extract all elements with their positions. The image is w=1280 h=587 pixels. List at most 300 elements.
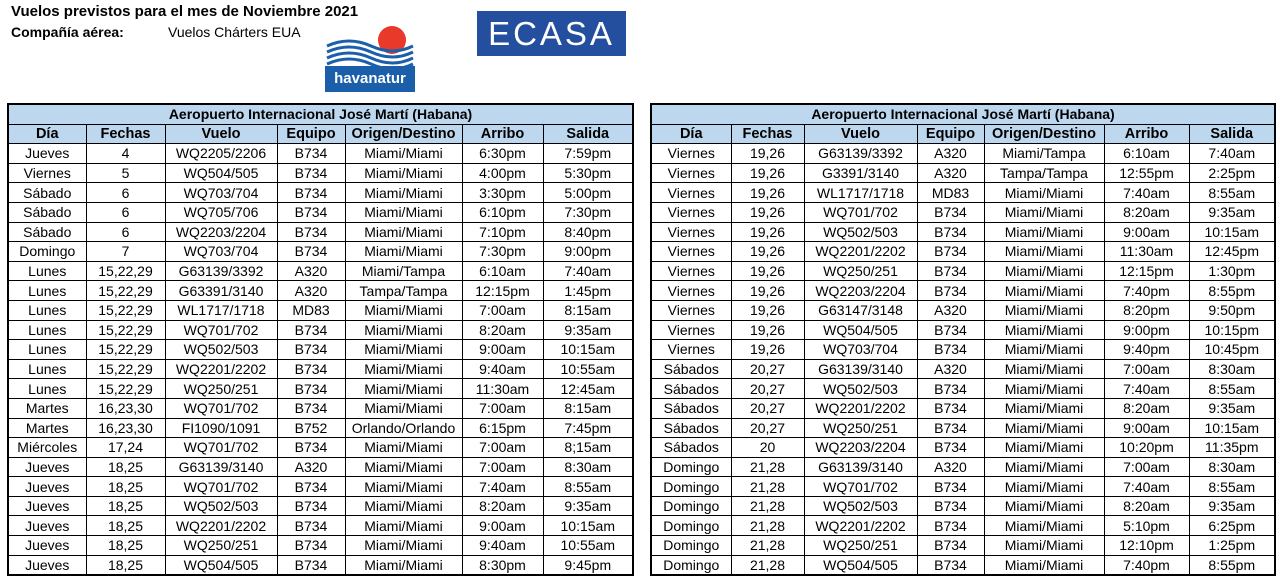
table-cell: Domingo bbox=[651, 536, 731, 556]
table-cell: B734 bbox=[277, 242, 345, 262]
table-cell: Lunes bbox=[8, 359, 86, 379]
table-cell: Sábados bbox=[651, 359, 731, 379]
table-cell: 19,26 bbox=[731, 163, 804, 183]
table-cell: 3:30pm bbox=[462, 183, 543, 203]
table-row bbox=[651, 477, 1275, 497]
table-cell: WQ502/503 bbox=[804, 222, 917, 242]
table-cell: B752 bbox=[277, 418, 345, 438]
table-row bbox=[651, 555, 1275, 575]
table-cell: Viernes bbox=[651, 281, 731, 301]
table-cell: A320 bbox=[277, 457, 345, 477]
table-cell: 12:15pm bbox=[462, 281, 543, 301]
table-cell: WQ504/505 bbox=[804, 555, 917, 575]
table-cell: Miami/Miami bbox=[984, 418, 1104, 438]
table-cell: Miami/Miami bbox=[345, 242, 462, 262]
table-row bbox=[8, 438, 633, 458]
table-cell: WQ2203/2204 bbox=[804, 438, 917, 458]
table-cell: Miami/Miami bbox=[345, 379, 462, 399]
table-cell: A320 bbox=[917, 457, 984, 477]
table-cell: WQ701/702 bbox=[804, 477, 917, 497]
table-cell: Jueves bbox=[8, 555, 86, 575]
table-cell: WQ2205/2206 bbox=[165, 144, 277, 164]
table-cell: 8:20am bbox=[1104, 496, 1189, 516]
table-cell: B734 bbox=[917, 261, 984, 281]
table-row bbox=[8, 457, 633, 477]
table-cell: Miami/Miami bbox=[984, 242, 1104, 262]
table-cell: WQ2201/2202 bbox=[804, 398, 917, 418]
table-cell: B734 bbox=[277, 555, 345, 575]
table-cell: Jueves bbox=[8, 496, 86, 516]
table-cell: 9:00am bbox=[462, 516, 543, 536]
table-cell: B734 bbox=[277, 144, 345, 164]
table-cell: Miami/Miami bbox=[345, 202, 462, 222]
table-cell: Lunes bbox=[8, 320, 86, 340]
table-cell: B734 bbox=[277, 222, 345, 242]
table-cell: B734 bbox=[917, 202, 984, 222]
table-cell: B734 bbox=[277, 202, 345, 222]
table-row bbox=[8, 242, 633, 262]
table-cell: 15,22,29 bbox=[86, 359, 165, 379]
table-cell: G63139/3140 bbox=[804, 359, 917, 379]
table-cell: Miami/Miami bbox=[984, 300, 1104, 320]
table-cell: 6:10pm bbox=[462, 202, 543, 222]
table-cell: WQ703/704 bbox=[165, 183, 277, 203]
table-cell: 8;15am bbox=[543, 438, 633, 458]
table-cell: Miami/Miami bbox=[984, 261, 1104, 281]
table-row bbox=[8, 320, 633, 340]
table-cell: 8:55pm bbox=[1189, 555, 1275, 575]
table-cell: 17,24 bbox=[86, 438, 165, 458]
table-cell: Miami/Miami bbox=[345, 359, 462, 379]
table-cell: Domingo bbox=[651, 477, 731, 497]
table-body bbox=[8, 144, 633, 576]
table-body bbox=[651, 144, 1275, 576]
table-cell: Miami/Miami bbox=[345, 300, 462, 320]
table-cell: 7:40am bbox=[1104, 183, 1189, 203]
table-cell: 10:55am bbox=[543, 536, 633, 556]
table-cell: Domingo bbox=[651, 457, 731, 477]
table-cell: Miami/Tampa bbox=[984, 144, 1104, 164]
table-cell: 5:00pm bbox=[543, 183, 633, 203]
table-cell: G63147/3148 bbox=[804, 300, 917, 320]
table-cell: B734 bbox=[917, 398, 984, 418]
table-cell: 10:15am bbox=[1189, 222, 1275, 242]
table-cell: 7:40pm bbox=[1104, 555, 1189, 575]
table-cell: Lunes bbox=[8, 379, 86, 399]
table-cell: B734 bbox=[277, 320, 345, 340]
table-cell: 2:25pm bbox=[1189, 163, 1275, 183]
table-cell: WQ250/251 bbox=[804, 261, 917, 281]
table-cell: 7:40am bbox=[543, 261, 633, 281]
table-row bbox=[651, 281, 1275, 301]
table-row bbox=[8, 222, 633, 242]
table-cell: 7:30pm bbox=[543, 202, 633, 222]
table-cell: Jueves bbox=[8, 477, 86, 497]
table-cell: 10:15am bbox=[1189, 418, 1275, 438]
table-cell: B734 bbox=[917, 477, 984, 497]
table-row bbox=[651, 438, 1275, 458]
document-title: Vuelos previstos para el mes de Noviembre 2021 bbox=[11, 3, 359, 20]
table-cell: Jueves bbox=[8, 516, 86, 536]
table-cell: WQ701/702 bbox=[165, 320, 277, 340]
table-cell: B734 bbox=[277, 163, 345, 183]
table-row bbox=[8, 359, 633, 379]
table-cell: 9:40am bbox=[462, 359, 543, 379]
table-cell: Viernes bbox=[651, 144, 731, 164]
table-cell: 19,26 bbox=[731, 340, 804, 360]
table-cell: Miami/Miami bbox=[984, 281, 1104, 301]
table-row bbox=[8, 496, 633, 516]
table-cell: Sábado bbox=[8, 222, 86, 242]
table-cell: WL1717/1718 bbox=[804, 183, 917, 203]
table-cell: 12:45pm bbox=[1189, 242, 1275, 262]
table-cell: 5:30pm bbox=[543, 163, 633, 183]
table-cell: G63391/3140 bbox=[165, 281, 277, 301]
table-cell: 18,25 bbox=[86, 496, 165, 516]
table-cell: WQ502/503 bbox=[165, 496, 277, 516]
column-header: Fechas bbox=[731, 124, 804, 144]
table-cell: 20,27 bbox=[731, 379, 804, 399]
table-cell: 10:55am bbox=[543, 359, 633, 379]
table-cell: B734 bbox=[277, 438, 345, 458]
table-cell: 6:30pm bbox=[462, 144, 543, 164]
table-row bbox=[8, 183, 633, 203]
table-cell: 7:45pm bbox=[543, 418, 633, 438]
flights-table-right bbox=[650, 103, 1276, 576]
table-cell: Lunes bbox=[8, 281, 86, 301]
company-label: Compañía aérea: bbox=[11, 24, 124, 40]
table-cell: 7 bbox=[86, 242, 165, 262]
table-cell: 15,22,29 bbox=[86, 379, 165, 399]
column-header: Arribo bbox=[1104, 124, 1189, 144]
table-cell: Miércoles bbox=[8, 438, 86, 458]
table-cell: MD83 bbox=[277, 300, 345, 320]
table-row bbox=[8, 163, 633, 183]
table-cell: G63139/3140 bbox=[165, 457, 277, 477]
table-cell: 8:40pm bbox=[543, 222, 633, 242]
table-cell: 19,26 bbox=[731, 202, 804, 222]
table-cell: 8:55am bbox=[543, 477, 633, 497]
table-cell: Miami/Miami bbox=[345, 320, 462, 340]
table-row bbox=[651, 163, 1275, 183]
table-cell: 15,22,29 bbox=[86, 261, 165, 281]
table-cell: 7:40am bbox=[462, 477, 543, 497]
table-cell: MD83 bbox=[917, 183, 984, 203]
table-row bbox=[651, 242, 1275, 262]
table-cell: A320 bbox=[917, 359, 984, 379]
table-cell: Miami/Miami bbox=[984, 359, 1104, 379]
table-cell: WL1717/1718 bbox=[165, 300, 277, 320]
column-header-row bbox=[8, 124, 633, 144]
table-cell: Miami/Miami bbox=[984, 536, 1104, 556]
table-cell: 7:00am bbox=[1104, 359, 1189, 379]
table-cell: 7:10pm bbox=[462, 222, 543, 242]
table-cell: B734 bbox=[917, 418, 984, 438]
table-cell: 20,27 bbox=[731, 418, 804, 438]
table-cell: Miami/Miami bbox=[984, 477, 1104, 497]
table-cell: 19,26 bbox=[731, 242, 804, 262]
table-cell: 6 bbox=[86, 183, 165, 203]
column-header: Equipo bbox=[917, 124, 984, 144]
table-row bbox=[8, 300, 633, 320]
table-cell: 7:40am bbox=[1189, 144, 1275, 164]
table-cell: WQ2203/2204 bbox=[165, 222, 277, 242]
table-cell: Tampa/Tampa bbox=[984, 163, 1104, 183]
table-cell: 21,28 bbox=[731, 477, 804, 497]
table-cell: 8:55am bbox=[1189, 477, 1275, 497]
table-cell: Viernes bbox=[651, 222, 731, 242]
table-cell: 21,28 bbox=[731, 555, 804, 575]
table-cell: 20,27 bbox=[731, 398, 804, 418]
table-cell: 16,23,30 bbox=[86, 418, 165, 438]
table-cell: Viernes bbox=[651, 300, 731, 320]
table-cell: WQ502/503 bbox=[165, 340, 277, 360]
table-row bbox=[8, 144, 633, 164]
table-cell: 8:30am bbox=[543, 457, 633, 477]
table-cell: 8:20am bbox=[462, 496, 543, 516]
table-cell: WQ703/704 bbox=[804, 340, 917, 360]
table-cell: B734 bbox=[917, 379, 984, 399]
table-cell: 8:20am bbox=[462, 320, 543, 340]
table-cell: Miami/Miami bbox=[345, 183, 462, 203]
table-cell: Miami/Miami bbox=[984, 516, 1104, 536]
table-cell: 1:30pm bbox=[1189, 261, 1275, 281]
table-cell: 5 bbox=[86, 163, 165, 183]
table-cell: 9:35am bbox=[543, 496, 633, 516]
table-cell: 19,26 bbox=[731, 261, 804, 281]
table-cell: WQ250/251 bbox=[804, 536, 917, 556]
table-cell: 15,22,29 bbox=[86, 281, 165, 301]
table-row bbox=[8, 418, 633, 438]
table-cell: 8:55pm bbox=[1189, 281, 1275, 301]
table-cell: Miami/Miami bbox=[345, 516, 462, 536]
table-cell: Miami/Miami bbox=[984, 496, 1104, 516]
table-row bbox=[651, 516, 1275, 536]
table-cell: Miami/Miami bbox=[345, 163, 462, 183]
table-cell: B734 bbox=[277, 496, 345, 516]
table-title: Aeropuerto Internacional José Martí (Habana) bbox=[651, 104, 1275, 124]
table-cell: B734 bbox=[277, 379, 345, 399]
table-cell: B734 bbox=[917, 438, 984, 458]
table-cell: B734 bbox=[917, 536, 984, 556]
table-cell: 9:35am bbox=[1189, 496, 1275, 516]
column-header: Día bbox=[8, 124, 86, 144]
table-cell: 12:15pm bbox=[1104, 261, 1189, 281]
column-header: Origen/Destino bbox=[345, 124, 462, 144]
table-cell: 5:10pm bbox=[1104, 516, 1189, 536]
table-cell: WQ703/704 bbox=[165, 242, 277, 262]
table-cell: 9:40am bbox=[462, 536, 543, 556]
table-cell: WQ701/702 bbox=[165, 477, 277, 497]
table-cell: 12:10pm bbox=[1104, 536, 1189, 556]
table-cell: 1:25pm bbox=[1189, 536, 1275, 556]
table-cell: 9:35am bbox=[543, 320, 633, 340]
table-cell: 10:15pm bbox=[1189, 320, 1275, 340]
table-cell: 7:00am bbox=[462, 300, 543, 320]
table-cell: 7:59pm bbox=[543, 144, 633, 164]
table-cell: Miami/Miami bbox=[345, 144, 462, 164]
table-row bbox=[8, 536, 633, 556]
table-cell: Sábado bbox=[8, 183, 86, 203]
table-cell: 11:30am bbox=[1104, 242, 1189, 262]
table-cell: 20,27 bbox=[731, 359, 804, 379]
table-cell: Miami/Miami bbox=[345, 477, 462, 497]
column-header: Salida bbox=[1189, 124, 1275, 144]
table-cell: G63139/3140 bbox=[804, 457, 917, 477]
table-cell: 6:15pm bbox=[462, 418, 543, 438]
table-cell: 18,25 bbox=[86, 536, 165, 556]
table-cell: Miami/Miami bbox=[345, 496, 462, 516]
table-cell: 7:40am bbox=[1104, 477, 1189, 497]
table-cell: 18,25 bbox=[86, 457, 165, 477]
table-cell: 8:30am bbox=[1189, 457, 1275, 477]
table-cell: 20 bbox=[731, 438, 804, 458]
table-cell: Lunes bbox=[8, 300, 86, 320]
table-cell: 19,26 bbox=[731, 320, 804, 340]
table-cell: Miami/Miami bbox=[984, 340, 1104, 360]
table-cell: 19,26 bbox=[731, 300, 804, 320]
table-cell: 6 bbox=[86, 202, 165, 222]
table-cell: WQ250/251 bbox=[804, 418, 917, 438]
table-row bbox=[8, 398, 633, 418]
table-cell: B734 bbox=[277, 536, 345, 556]
table-cell: 19,26 bbox=[731, 144, 804, 164]
table-cell: Miami/Miami bbox=[984, 438, 1104, 458]
table-cell: WQ502/503 bbox=[804, 496, 917, 516]
table-cell: Tampa/Tampa bbox=[345, 281, 462, 301]
table-cell: Sábados bbox=[651, 379, 731, 399]
table-cell: 10:15am bbox=[543, 340, 633, 360]
table-cell: 4:00pm bbox=[462, 163, 543, 183]
table-cell: B734 bbox=[917, 320, 984, 340]
column-header: Día bbox=[651, 124, 731, 144]
table-cell: B734 bbox=[917, 555, 984, 575]
table-cell: B734 bbox=[917, 340, 984, 360]
table-cell: B734 bbox=[277, 398, 345, 418]
table-cell: 9:40pm bbox=[1104, 340, 1189, 360]
table-cell: 8:30pm bbox=[462, 555, 543, 575]
table-cell: Viernes bbox=[8, 163, 86, 183]
table-cell: 8:55am bbox=[1189, 379, 1275, 399]
table-cell: Miami/Miami bbox=[345, 555, 462, 575]
table-cell: WQ701/702 bbox=[804, 202, 917, 222]
table-cell: WQ2201/2202 bbox=[165, 359, 277, 379]
table-cell: Miami/Tampa bbox=[345, 261, 462, 281]
table-cell: Miami/Miami bbox=[984, 183, 1104, 203]
ecasa-logo: ECASA bbox=[477, 11, 626, 56]
table-cell: B734 bbox=[917, 281, 984, 301]
column-header: Salida bbox=[543, 124, 633, 144]
table-row bbox=[651, 183, 1275, 203]
table-cell: 9:35am bbox=[1189, 398, 1275, 418]
table-cell: WQ504/505 bbox=[165, 163, 277, 183]
table-cell: 9:00am bbox=[1104, 418, 1189, 438]
table-cell: 6:25pm bbox=[1189, 516, 1275, 536]
table-cell: Sábados bbox=[651, 398, 731, 418]
table-cell: 21,28 bbox=[731, 536, 804, 556]
table-cell: 7:40am bbox=[1104, 379, 1189, 399]
table-cell: 6:10am bbox=[462, 261, 543, 281]
table-title: Aeropuerto Internacional José Martí (Habana) bbox=[8, 104, 633, 124]
table-row bbox=[651, 261, 1275, 281]
table-cell: WQ504/505 bbox=[165, 555, 277, 575]
column-header-row bbox=[651, 124, 1275, 144]
table-cell: Sábados bbox=[651, 438, 731, 458]
table-cell: Sábado bbox=[8, 202, 86, 222]
table-cell: 9:00pm bbox=[543, 242, 633, 262]
company-value: Vuelos Chárters EUA bbox=[168, 24, 301, 40]
table-cell: Miami/Miami bbox=[984, 457, 1104, 477]
table-cell: 19,26 bbox=[731, 281, 804, 301]
table-cell: Sábados bbox=[651, 418, 731, 438]
table-cell: B734 bbox=[277, 359, 345, 379]
table-row bbox=[651, 457, 1275, 477]
table-cell: B734 bbox=[917, 496, 984, 516]
table-cell: 8:15am bbox=[543, 398, 633, 418]
table-cell: B734 bbox=[917, 222, 984, 242]
table-cell: 9:50pm bbox=[1189, 300, 1275, 320]
table-row bbox=[651, 379, 1275, 399]
table-cell: 7:00am bbox=[1104, 457, 1189, 477]
table-cell: 7:00am bbox=[462, 398, 543, 418]
table-cell: WQ701/702 bbox=[165, 438, 277, 458]
table-cell: 9:00am bbox=[1104, 222, 1189, 242]
table-cell: 11:35pm bbox=[1189, 438, 1275, 458]
table-cell: 12:45am bbox=[543, 379, 633, 399]
table-cell: Domingo bbox=[651, 555, 731, 575]
table-cell: Viernes bbox=[651, 242, 731, 262]
column-header: Vuelo bbox=[165, 124, 277, 144]
table-cell: Miami/Miami bbox=[984, 222, 1104, 242]
table-cell: 8:30am bbox=[1189, 359, 1275, 379]
table-row bbox=[651, 398, 1275, 418]
table-cell: Viernes bbox=[651, 183, 731, 203]
table-cell: 10:45pm bbox=[1189, 340, 1275, 360]
table-cell: Miami/Miami bbox=[984, 320, 1104, 340]
table-cell: 7:00am bbox=[462, 438, 543, 458]
table-cell: Miami/Miami bbox=[345, 457, 462, 477]
table-cell: Miami/Miami bbox=[345, 398, 462, 418]
table-cell: Miami/Miami bbox=[345, 340, 462, 360]
table-row bbox=[651, 340, 1275, 360]
table-cell: A320 bbox=[277, 281, 345, 301]
table-cell: Viernes bbox=[651, 202, 731, 222]
table-row bbox=[8, 516, 633, 536]
table-cell: Miami/Miami bbox=[345, 222, 462, 242]
table-cell: A320 bbox=[277, 261, 345, 281]
table-cell: Orlando/Orlando bbox=[345, 418, 462, 438]
table-cell: Viernes bbox=[651, 163, 731, 183]
table-cell: FI1090/1091 bbox=[165, 418, 277, 438]
table-cell: 8:55am bbox=[1189, 183, 1275, 203]
table-cell: 21,28 bbox=[731, 496, 804, 516]
table-cell: 19,26 bbox=[731, 183, 804, 203]
table-cell: WQ250/251 bbox=[165, 536, 277, 556]
table-cell: B734 bbox=[277, 183, 345, 203]
table-cell: 11:30am bbox=[462, 379, 543, 399]
table-cell: WQ250/251 bbox=[165, 379, 277, 399]
table-cell: Miami/Miami bbox=[984, 202, 1104, 222]
table-cell: Jueves bbox=[8, 144, 86, 164]
table-row bbox=[8, 379, 633, 399]
havanatur-logo bbox=[325, 22, 415, 94]
table-cell: Miami/Miami bbox=[984, 555, 1104, 575]
table-cell: 9:35am bbox=[1189, 202, 1275, 222]
table-cell: Viernes bbox=[651, 340, 731, 360]
table-cell: WQ2201/2202 bbox=[804, 516, 917, 536]
table-cell: 6:10am bbox=[1104, 144, 1189, 164]
table-cell: Martes bbox=[8, 398, 86, 418]
